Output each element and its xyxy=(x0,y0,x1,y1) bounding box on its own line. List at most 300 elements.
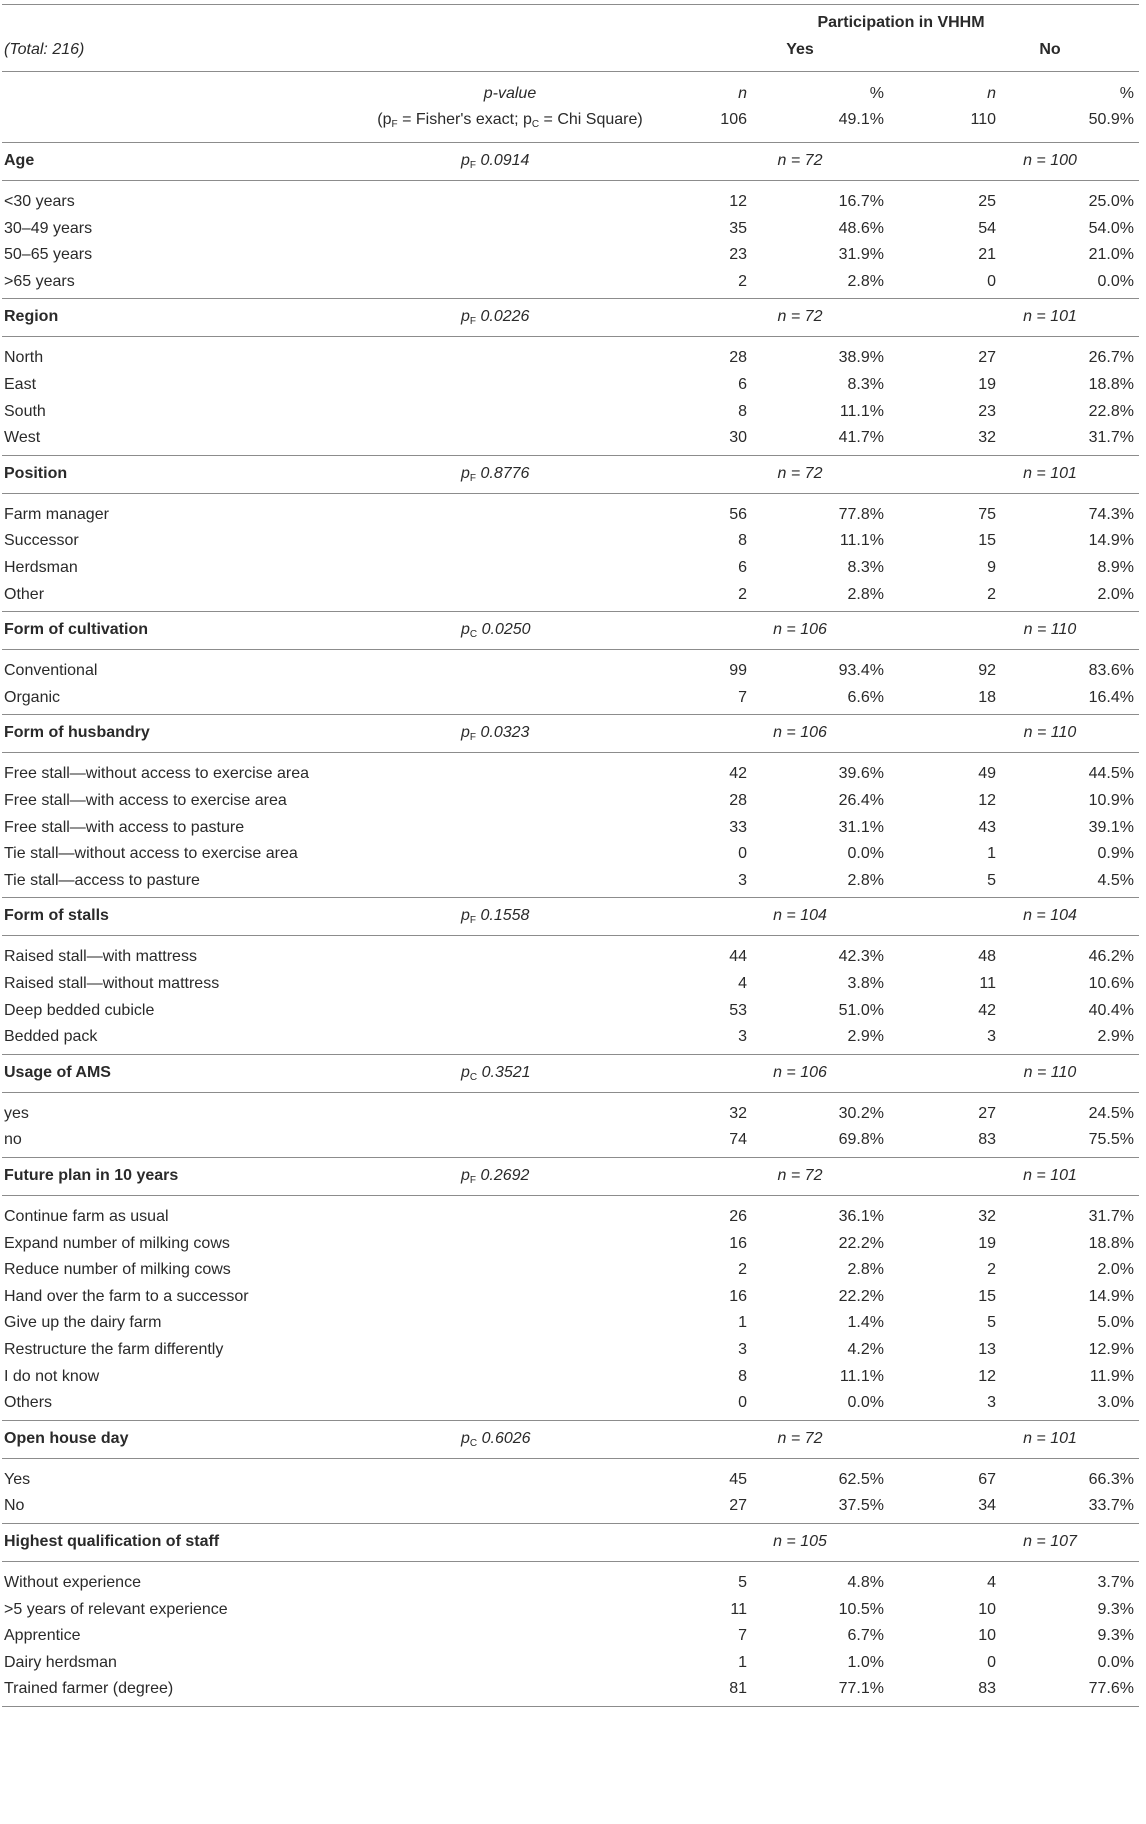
row-label: Deep bedded cubicle xyxy=(4,1001,155,1019)
yes-count: 3 xyxy=(738,871,747,889)
table-row xyxy=(0,1390,1146,1416)
section-yes-n: n = 104 xyxy=(773,907,827,925)
row-label: <30 years xyxy=(4,193,75,210)
no-percent: 26.7% xyxy=(1088,349,1134,367)
table-row xyxy=(0,1257,1146,1283)
yes-count: 27 xyxy=(729,1497,747,1515)
row-label: Others xyxy=(4,1394,53,1412)
yes-count: 1 xyxy=(738,1314,747,1332)
section-yes-n: n = 105 xyxy=(773,1533,827,1550)
yes-percent: 36.1% xyxy=(838,1208,884,1225)
no-percent: 21.0% xyxy=(1088,246,1134,264)
table-row xyxy=(0,1623,1146,1649)
yes-percent: 10.5% xyxy=(838,1600,884,1618)
row-label: Conventional xyxy=(4,662,98,680)
no-percent: 77.6% xyxy=(1088,1680,1134,1698)
table-row xyxy=(0,1493,1146,1519)
row-label: Free stall—with access to exercise area xyxy=(4,792,287,809)
yes-count: 99 xyxy=(729,662,747,680)
section-subrule xyxy=(2,1458,1139,1459)
no-count: 54 xyxy=(978,219,996,237)
section-p-value: $p_F$ 0.0914 xyxy=(461,152,530,171)
section-title: Form of cultivation xyxy=(4,621,148,639)
row-label: Restructure the farm differently xyxy=(4,1341,224,1358)
yes-percent: 2.8% xyxy=(847,585,884,603)
yes-percent: 0.0% xyxy=(847,845,884,863)
table-row xyxy=(0,425,1146,451)
section-p-value: $p_F$ 0.1558 xyxy=(461,907,530,927)
no-count: 32 xyxy=(978,1208,996,1225)
yes-count: 56 xyxy=(729,505,747,523)
no-count: 2 xyxy=(987,1261,996,1279)
no-percent: 4.5% xyxy=(1097,871,1134,889)
section-p-value: $p_C$ 0.3521 xyxy=(461,1063,531,1083)
no-count: 34 xyxy=(978,1497,996,1515)
section-title: Future plan in 10 years xyxy=(4,1167,179,1184)
no-count: 12 xyxy=(978,792,996,809)
yes-count: 0 xyxy=(738,845,747,863)
yes-count: 81 xyxy=(729,1680,747,1698)
section-title: Open house day xyxy=(4,1429,129,1447)
row-label: Raised stall—without mattress xyxy=(4,975,220,992)
section-rule xyxy=(2,455,1139,456)
no-count: 10 xyxy=(978,1627,996,1645)
section-yes-n: n = 106 xyxy=(773,724,827,742)
no-percent: 54.0% xyxy=(1088,219,1134,237)
no-percent: 33.7% xyxy=(1088,1497,1134,1515)
yes-count: 4 xyxy=(738,975,747,992)
header-row-3 xyxy=(0,81,1146,107)
section-subrule xyxy=(2,752,1139,753)
section-no-n: n = 110 xyxy=(1023,724,1077,742)
no-count: 42 xyxy=(978,1001,996,1019)
section-yes-n: n = 72 xyxy=(777,1429,823,1447)
no-count: 1 xyxy=(987,845,996,863)
yes-percent: 42.3% xyxy=(838,948,884,966)
no-percent: 25.0% xyxy=(1088,193,1134,210)
table-row xyxy=(0,1231,1146,1257)
no-percent: 10.6% xyxy=(1088,975,1134,992)
section-rule xyxy=(2,1523,1139,1524)
section-header-row xyxy=(0,720,1146,746)
yes-count: 8 xyxy=(738,1367,747,1385)
row-label: Free stall—with access to pasture xyxy=(4,818,245,836)
yes-percent: 51.0% xyxy=(838,1001,884,1019)
table-row xyxy=(0,868,1146,894)
yes-percent: 26.4% xyxy=(838,792,884,809)
table-row xyxy=(0,502,1146,528)
table-row xyxy=(0,555,1146,581)
section-yes-n: n = 72 xyxy=(777,152,823,169)
yes-count: 30 xyxy=(729,429,747,447)
no-count: 18 xyxy=(978,688,996,706)
no-percent: 44.5% xyxy=(1088,765,1134,783)
yes-count: 7 xyxy=(738,688,747,706)
no-count: 49 xyxy=(978,765,996,783)
yes-count: 33 xyxy=(729,818,747,836)
p-value-heading: p-value xyxy=(483,85,537,102)
no-count: 15 xyxy=(978,1287,996,1305)
yes-count: 8 xyxy=(738,532,747,550)
yes-percent: 30.2% xyxy=(838,1104,884,1122)
yes-percent: 69.8% xyxy=(838,1131,884,1149)
yes-percent: 4.2% xyxy=(847,1341,884,1358)
row-label: Successor xyxy=(4,532,79,550)
table-row xyxy=(0,269,1146,295)
no-percent: 24.5% xyxy=(1088,1104,1134,1122)
yes-percent: 48.6% xyxy=(838,219,884,237)
table-row xyxy=(0,582,1146,608)
no-count: 10 xyxy=(978,1600,996,1618)
yes-count: 26 xyxy=(729,1208,747,1225)
row-label: West xyxy=(4,429,41,447)
section-rule xyxy=(2,1706,1139,1707)
table-row xyxy=(0,841,1146,867)
no-count: 92 xyxy=(978,662,996,680)
no-percent: 40.4% xyxy=(1088,1001,1134,1019)
total-label: (Total: 216) xyxy=(4,41,85,58)
no-percent: 46.2% xyxy=(1088,948,1134,966)
no-percent: 5.0% xyxy=(1097,1314,1134,1332)
yes-percent: 6.7% xyxy=(847,1627,884,1645)
yes-percent: 37.5% xyxy=(838,1497,884,1515)
yes-percent: 31.9% xyxy=(838,246,884,264)
section-header-row xyxy=(0,1426,1146,1452)
yes-percent: 1.0% xyxy=(847,1653,884,1671)
no-count: 25 xyxy=(978,193,996,210)
no-count: 19 xyxy=(978,1234,996,1252)
yes-count: 45 xyxy=(729,1470,747,1488)
no-percent: 11.9% xyxy=(1089,1367,1134,1385)
no-percent: 18.8% xyxy=(1088,376,1134,393)
section-no-n: n = 101 xyxy=(1023,308,1077,326)
no-count: 32 xyxy=(978,429,996,447)
table-row xyxy=(0,1024,1146,1050)
section-p-value: $p_F$ 0.8776 xyxy=(461,464,530,484)
no-count: 3 xyxy=(987,1394,996,1412)
no-count: 83 xyxy=(978,1131,996,1149)
yes-count: 3 xyxy=(738,1341,747,1358)
section-rule xyxy=(2,298,1139,299)
yes-total-n: 106 xyxy=(720,111,747,128)
no-count: 12 xyxy=(978,1367,996,1385)
header-row-2 xyxy=(0,37,1146,63)
yes-count: 12 xyxy=(729,193,747,210)
no-percent: 9.3% xyxy=(1097,1600,1134,1618)
no-count: 9 xyxy=(987,559,996,576)
row-label: Tie stall—access to pasture xyxy=(4,871,200,889)
row-label: no xyxy=(4,1131,22,1149)
row-label: I do not know xyxy=(4,1367,100,1385)
row-label: North xyxy=(4,349,44,367)
no-percent: 2.0% xyxy=(1097,585,1134,603)
section-rule xyxy=(2,142,1139,143)
no-percent: 31.7% xyxy=(1088,429,1134,447)
no-percent: 39.1% xyxy=(1088,818,1134,836)
section-header-row xyxy=(0,1163,1146,1189)
row-label: Give up the dairy farm xyxy=(4,1314,162,1332)
no-total-n: 110 xyxy=(970,111,996,128)
section-rule xyxy=(2,1420,1139,1421)
no-percent: 18.8% xyxy=(1088,1234,1134,1252)
section-no-n: n = 101 xyxy=(1023,464,1077,482)
yes-count: 11 xyxy=(730,1600,747,1618)
section-header-row xyxy=(0,461,1146,487)
yes-percent: 39.6% xyxy=(838,765,884,783)
yes-count: 42 xyxy=(729,765,747,783)
section-subrule xyxy=(2,1561,1139,1562)
yes-count: 2 xyxy=(738,585,747,603)
table-row xyxy=(0,1676,1146,1702)
table-row xyxy=(0,1570,1146,1596)
row-label: 50–65 years xyxy=(4,246,93,264)
table-row xyxy=(0,1310,1146,1336)
table-row xyxy=(0,372,1146,398)
yes-percent: 38.9% xyxy=(838,349,884,367)
yes-percent: 11.1% xyxy=(839,1367,884,1385)
section-header-row xyxy=(0,617,1146,643)
no-percent: 83.6% xyxy=(1088,662,1134,680)
section-p-value: $p_F$ 0.2692 xyxy=(461,1167,530,1186)
yes-percent: 62.5% xyxy=(838,1470,884,1488)
no-count: 0 xyxy=(987,1653,996,1671)
yes-percent: 2.9% xyxy=(847,1028,884,1046)
row-label: Apprentice xyxy=(4,1627,81,1645)
no-count: 83 xyxy=(978,1680,996,1698)
table-row xyxy=(0,399,1146,425)
header-row-4 xyxy=(0,107,1146,133)
section-p-value: $p_C$ 0.0250 xyxy=(461,621,531,641)
section-rule xyxy=(2,1054,1139,1055)
p-value-legend: ($p_F$ = Fisher's exact; $p_C$ = Chi Square) xyxy=(377,111,643,130)
table-row xyxy=(0,761,1146,787)
yes-count: 32 xyxy=(729,1104,747,1122)
no-percent: 0.0% xyxy=(1097,272,1134,290)
no-percent: 9.3% xyxy=(1097,1627,1134,1645)
section-subrule xyxy=(2,649,1139,650)
no-percent: 2.0% xyxy=(1097,1261,1134,1279)
table-row xyxy=(0,528,1146,554)
row-label: Expand number of milking cows xyxy=(4,1234,230,1252)
yes-pct-heading: % xyxy=(869,85,884,102)
row-label: Dairy herdsman xyxy=(4,1653,117,1671)
table-row xyxy=(0,788,1146,814)
yes-percent: 16.7% xyxy=(838,193,884,210)
no-percent: 75.5% xyxy=(1088,1131,1134,1149)
table-row xyxy=(0,944,1146,970)
table-row xyxy=(0,1364,1146,1390)
section-rule xyxy=(2,1157,1139,1158)
row-label: yes xyxy=(4,1104,29,1122)
yes-percent: 8.3% xyxy=(847,559,884,576)
section-yes-n: n = 106 xyxy=(773,621,827,639)
yes-count: 28 xyxy=(729,792,747,809)
section-header-row xyxy=(0,1060,1146,1086)
table-row xyxy=(0,815,1146,841)
yes-percent: 93.4% xyxy=(838,662,884,680)
no-percent: 16.4% xyxy=(1088,688,1134,706)
yes-percent: 41.7% xyxy=(838,429,884,447)
yes-count: 6 xyxy=(738,559,747,576)
table-row xyxy=(0,1650,1146,1676)
no-percent: 3.0% xyxy=(1097,1394,1134,1412)
row-label: Tie stall—without access to exercise area xyxy=(4,845,298,863)
row-label: Without experience xyxy=(4,1574,141,1591)
header-row-1 xyxy=(0,10,1146,36)
yes-percent: 77.1% xyxy=(838,1680,884,1698)
table-row xyxy=(0,1284,1146,1310)
row-label: Organic xyxy=(4,688,61,706)
yes-percent: 3.8% xyxy=(847,975,884,992)
section-subrule xyxy=(2,180,1139,181)
yes-percent: 2.8% xyxy=(847,272,884,290)
yes-count: 7 xyxy=(738,1627,747,1645)
top-rule xyxy=(2,4,1139,5)
yes-count: 74 xyxy=(729,1131,747,1149)
no-count: 11 xyxy=(979,975,996,992)
yes-percent: 22.2% xyxy=(838,1287,884,1305)
yes-count: 16 xyxy=(729,1234,747,1252)
section-yes-n: n = 72 xyxy=(777,1167,823,1184)
no-count: 48 xyxy=(978,948,996,966)
section-title: Position xyxy=(4,464,68,482)
no-count: 27 xyxy=(978,1104,996,1122)
no-percent: 12.9% xyxy=(1088,1341,1134,1358)
no-percent: 0.0% xyxy=(1097,1653,1134,1671)
row-label: Farm manager xyxy=(4,505,109,523)
section-no-n: n = 101 xyxy=(1023,1167,1077,1184)
no-count: 19 xyxy=(978,376,996,393)
no-percent: 66.3% xyxy=(1088,1470,1134,1488)
no-percent: 3.7% xyxy=(1097,1574,1134,1591)
yes-percent: 31.1% xyxy=(838,818,884,836)
no-count: 5 xyxy=(987,1314,996,1332)
section-header-row xyxy=(0,148,1146,174)
section-subrule xyxy=(2,1195,1139,1196)
table-row xyxy=(0,216,1146,242)
table-row xyxy=(0,1597,1146,1623)
section-yes-n: n = 72 xyxy=(777,464,823,482)
yes-n-heading: n xyxy=(738,85,747,102)
no-count: 27 xyxy=(978,349,996,367)
no-percent: 2.9% xyxy=(1097,1028,1134,1046)
section-yes-n: n = 106 xyxy=(773,1063,827,1081)
row-label: Herdsman xyxy=(4,559,78,576)
yes-count: 23 xyxy=(729,246,747,264)
section-subrule xyxy=(2,935,1139,936)
header-rule xyxy=(2,71,1139,72)
row-label: Free stall—without access to exercise area xyxy=(4,765,310,783)
yes-count: 2 xyxy=(738,1261,747,1279)
no-n-heading: n xyxy=(987,85,996,102)
section-p-value: $p_C$ 0.6026 xyxy=(461,1429,531,1449)
row-label: Continue farm as usual xyxy=(4,1208,169,1225)
yes-count: 35 xyxy=(729,219,747,237)
yes-count: 6 xyxy=(738,376,747,393)
row-label: South xyxy=(4,402,46,420)
no-percent: 14.9% xyxy=(1088,1287,1134,1305)
yes-count: 28 xyxy=(729,349,747,367)
row-label: Reduce number of milking cows xyxy=(4,1261,231,1279)
section-title: Usage of AMS xyxy=(4,1063,111,1081)
yes-count: 8 xyxy=(738,402,747,420)
table-row xyxy=(0,345,1146,371)
yes-percent: 2.8% xyxy=(847,1261,884,1279)
section-title: Highest qualification of staff xyxy=(4,1533,220,1550)
yes-count: 44 xyxy=(729,948,747,966)
row-label: >65 years xyxy=(4,272,75,290)
table-row xyxy=(0,971,1146,997)
section-title: Form of husbandry xyxy=(4,724,150,742)
section-header-row xyxy=(0,304,1146,330)
no-percent: 31.7% xyxy=(1088,1208,1134,1225)
no-percent: 0.9% xyxy=(1097,845,1134,863)
no-percent: 10.9% xyxy=(1088,792,1134,809)
yes-percent: 6.6% xyxy=(847,688,884,706)
yes-count: 16 xyxy=(729,1287,747,1305)
section-yes-n: n = 72 xyxy=(777,308,823,326)
section-title: Age xyxy=(4,152,35,169)
row-label: Yes xyxy=(4,1470,31,1488)
table-row xyxy=(0,1337,1146,1363)
section-rule xyxy=(2,714,1139,715)
section-header-row xyxy=(0,1529,1146,1555)
no-count: 15 xyxy=(978,532,996,550)
no-pct-heading: % xyxy=(1119,85,1134,102)
yes-count: 0 xyxy=(738,1394,747,1412)
yes-count: 5 xyxy=(738,1574,747,1591)
yes-percent: 0.0% xyxy=(847,1394,884,1412)
table-row xyxy=(0,685,1146,711)
section-no-n: n = 110 xyxy=(1023,1063,1077,1081)
row-label: Hand over the farm to a successor xyxy=(4,1287,249,1305)
section-rule xyxy=(2,611,1139,612)
yes-percent: 22.2% xyxy=(838,1234,884,1252)
yes-percent: 11.1% xyxy=(839,402,884,420)
no-count: 75 xyxy=(978,505,996,523)
section-p-value: $p_F$ 0.0226 xyxy=(461,308,530,328)
row-label: East xyxy=(4,376,37,393)
table-row xyxy=(0,242,1146,268)
section-subrule xyxy=(2,1092,1139,1093)
row-label: Other xyxy=(4,585,45,603)
yes-percent: 1.4% xyxy=(847,1314,884,1332)
yes-count: 2 xyxy=(738,272,747,290)
section-no-n: n = 107 xyxy=(1023,1533,1077,1550)
no-count: 67 xyxy=(978,1470,996,1488)
no-count: 2 xyxy=(987,585,996,603)
yes-percent: 77.8% xyxy=(838,505,884,523)
no-percent: 8.9% xyxy=(1097,559,1134,576)
no-count: 0 xyxy=(987,272,996,290)
row-label: >5 years of relevant experience xyxy=(4,1600,228,1618)
no-count: 4 xyxy=(987,1574,996,1591)
row-label: Raised stall—with mattress xyxy=(4,948,197,966)
section-no-n: n = 110 xyxy=(1023,621,1077,639)
table-row xyxy=(0,189,1146,215)
no-count: 21 xyxy=(978,246,996,264)
no-count: 43 xyxy=(978,818,996,836)
row-label: 30–49 years xyxy=(4,219,93,237)
no-percent: 14.9% xyxy=(1088,532,1134,550)
table-row xyxy=(0,1467,1146,1493)
table-row xyxy=(0,1204,1146,1230)
section-header-row xyxy=(0,903,1146,929)
no-percent: 22.8% xyxy=(1088,402,1134,420)
yes-count: 53 xyxy=(729,1001,747,1019)
section-no-n: n = 104 xyxy=(1023,907,1077,925)
no-count: 13 xyxy=(978,1341,996,1358)
